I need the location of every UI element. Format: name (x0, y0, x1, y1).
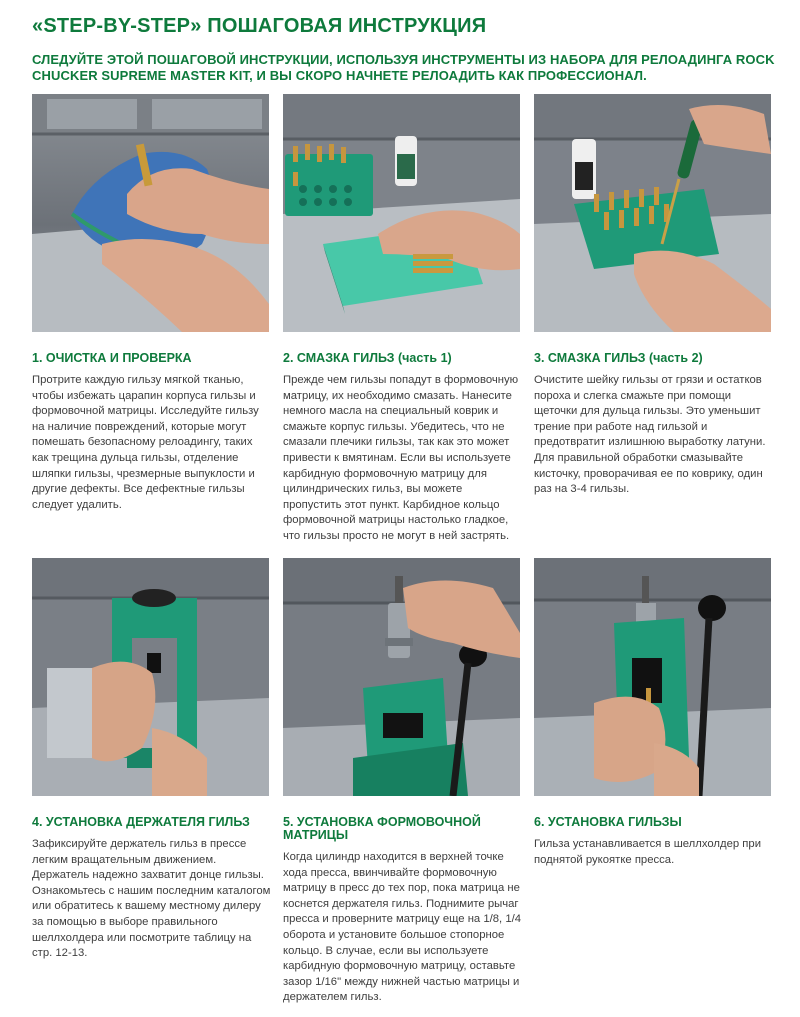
step-1 (32, 352, 272, 513)
page-title: «STEP-BY-STEP» ПОШАГОВАЯ ИНСТРУКЦИЯ (32, 15, 487, 37)
step-5-title: 5. УСТАНОВКА ФОРМОВОЧНОЙ МАТРИЦЫ (283, 815, 481, 842)
step-6 (534, 816, 774, 868)
step-1-text: Протрите каждую гильзу мягкой тканью, чтобы избежать царапин корпуса гильзы и формовочной матрицы. Исследуйте гильзу на наличие повреждений, которые могут помешать безопасному релоадингу, таких как трещина дульца гильзы, отделение шляпки гильзы, чрезмерные выпуклости и другие дефекты. Все дефектные гильзы следует удалить. (32, 374, 259, 511)
step-2-text: Прежде чем гильзы попадут в формовочную матрицу, их необходимо смазать. Нанесите немного масла на специальный коврик и смажьте корпус гильзы. Убедитесь, что не смазали плечики гильзы, так как это может привести к вмятинам. Если вы используете карбидную формовочную матрицу для цилиндрических гильз, вы можете пропустить этот пункт. Карбидное кольцо формовочной матрицы настолько гладкое, что гильзы просто не могут в ней застрять. (283, 374, 519, 542)
step-2 (283, 352, 523, 545)
step-4-text: Зафиксируйте держатель гильз в прессе легким вращательным движением. Держатель надежно захватит донце гильзы. Ознакомьтесь с нашим последним каталогом или обратитесь к вашему местному дилеру за помощью в выборе правильного шеллхолдера или посмотрите таблицу на стр. 12-13. (32, 838, 271, 960)
step-3 (534, 352, 774, 498)
step-5-text: Когда цилиндр находится в верхней точке хода пресса, ввинчивайте формовочную матрицу в пресс до тех пор, пока матрица не коснется держателя гильз. Поднимите рычаг пресса и проверните матрицу еще на 1/8, 1/4 оборота и установите большое стопорное кольцо. В случае, если вы используете карбидную формовочную матрицу, оставьте зазор 1/16" между нижней частью матрицы и держателем гильз. (283, 851, 522, 1004)
photo-step-4-shellholder (32, 558, 269, 796)
photo-step-5-sizing-die (283, 558, 520, 796)
intro-text: СЛЕДУЙТЕ ЭТОЙ ПОШАГОВОЙ ИНСТРУКЦИИ, ИСПОЛЬЗУЯ ИНСТРУМЕНТЫ ИЗ НАБОРА ДЛЯ РЕЛОАДИНГА ROCK CHUCKER SUPREME MASTER KIT, И ВЫ СКОРО НАЧНЕТЕ РЕЛОАДИТЬ КАК ПРОФЕССИОНАЛ. (32, 52, 775, 83)
photo-step-1-cleaning (32, 94, 269, 332)
photo-step-2-lube-pad (283, 94, 520, 332)
step-3-title: 3. СМАЗКА ГИЛЬЗ (часть 2) (534, 351, 703, 365)
step-5 (283, 816, 523, 1006)
step-1-title: 1. ОЧИСТКА И ПРОВЕРКА (32, 351, 192, 365)
step-6-title: 6. УСТАНОВКА ГИЛЬЗЫ (534, 815, 682, 829)
step-4 (32, 816, 272, 962)
step-4-title: 4. УСТАНОВКА ДЕРЖАТЕЛЯ ГИЛЬЗ (32, 815, 250, 829)
step-3-text: Очистите шейку гильзы от грязи и остатков пороха и слегка смажьте при помощи щеточки для дульца гильзы. Это уменьшит трение при работе над гильзой и предотвратит излишнюю выработку латуни. Для правильной обработки смазывайте кисточку, проворачивая ее по коврику, один раз на 3-4 гильзы. (534, 374, 766, 496)
step-2-title: 2. СМАЗКА ГИЛЬЗ (часть 1) (283, 351, 452, 365)
photo-step-3-neck-brush (534, 94, 771, 332)
photo-step-6-case-install (534, 558, 771, 796)
step-6-text: Гильза устанавливается в шеллхолдер при поднятой рукоятке пресса. (534, 838, 762, 866)
